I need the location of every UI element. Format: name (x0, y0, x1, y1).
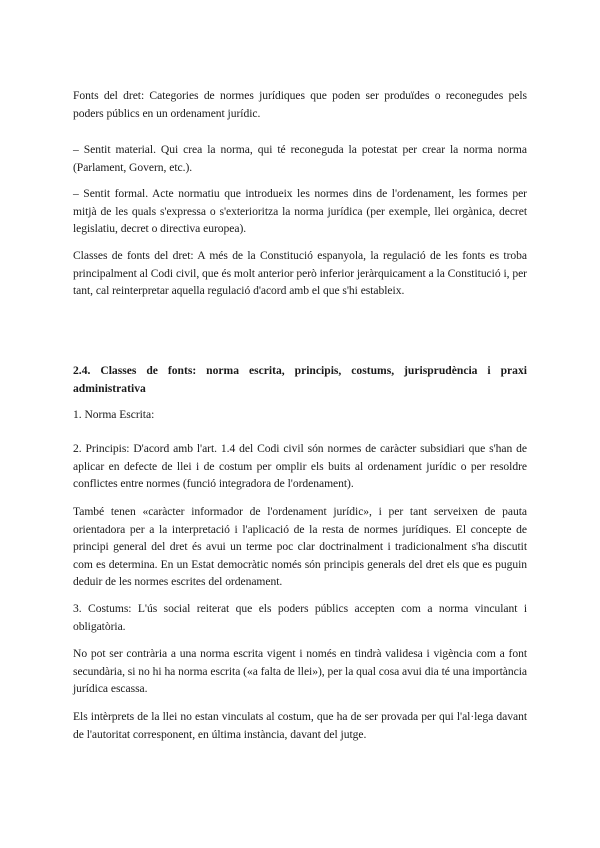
paragraph-caracter-informador: També tenen «caràcter informador de l'ordenament jurídic», i per tant serveixen de pauta orientadora per a la interpretació i l'aplicació de la resta de normes jurídiques. El concepte de principi general del dret és avui un terme poc clar doctrinalment i tradicionalment s'ha discutit com es determina. En un Estat democràtic només són principis generals del dret els que es puguin deduir de les normes escrites del ordenament. (73, 505, 527, 588)
paragraph-principis: 2. Principis: D'acord amb l'art. 1.4 del Codi civil són normes de caràcter subsidiari que s'han de aplicar en defecte de llei i de costum per omplir els buits al ordenament jurídic o per resoldre conflictes entre normes (funció integradora de l'ordenament). (73, 442, 527, 490)
paragraph-no-pot-ser-contraria: No pot ser contrària a una norma escrita vigent i només en tindrà validesa i vigència com a font secundària, si no hi ha norma escrita («a falta de llei»), per la qual cosa avui dia té una importància jurídica escassa. (73, 647, 527, 695)
paragraph-sentit-formal: – Sentit formal. Acte normatiu que introdueix les normes dins de l'ordenament, les formes per mitjà de les quals s'expressa o s'exterioritza la norma jurídica (per exemple, llei orgànica, decret legislatiu, decret o directiva europea). (73, 187, 527, 235)
paragraph-norma-escrita: 1. Norma Escrita: (73, 408, 155, 421)
paragraph-sentit-material: – Sentit material. Qui crea la norma, qui té reconeguda la potestat per crear la norma norma (Parlament, Govern, etc.). (73, 143, 527, 174)
paragraph-costums: 3. Costums: L'ús social reiterat que els poders públics accepten com a norma vinculant i obligatòria. (73, 602, 527, 633)
section-heading: 2.4. Classes de fonts: norma escrita, principis, costums, jurisprudència i praxi administrativa (73, 364, 527, 395)
paragraph-interprets: Els intèrprets de la llei no estan vinculats al costum, que ha de ser provada per qui l'al·lega davant de l'autoritat corresponent, en última instància, davant del jutge. (73, 710, 527, 741)
paragraph-classes-de-fonts: Classes de fonts del dret: A més de la Constitució espanyola, la regulació de les fonts es troba principalment al Codi civil, que és molt anterior però inferior jeràrquicament a la Constitució i, per tant, cal reinterpretar aquella regulació d'acord amb el que s'hi estableix. (73, 249, 527, 297)
paragraph-fonts-del-dret: Fonts del dret: Categories de normes jurídiques que poden ser produïdes o reconegudes pels poders públics en un ordenament jurídic. (73, 89, 527, 120)
